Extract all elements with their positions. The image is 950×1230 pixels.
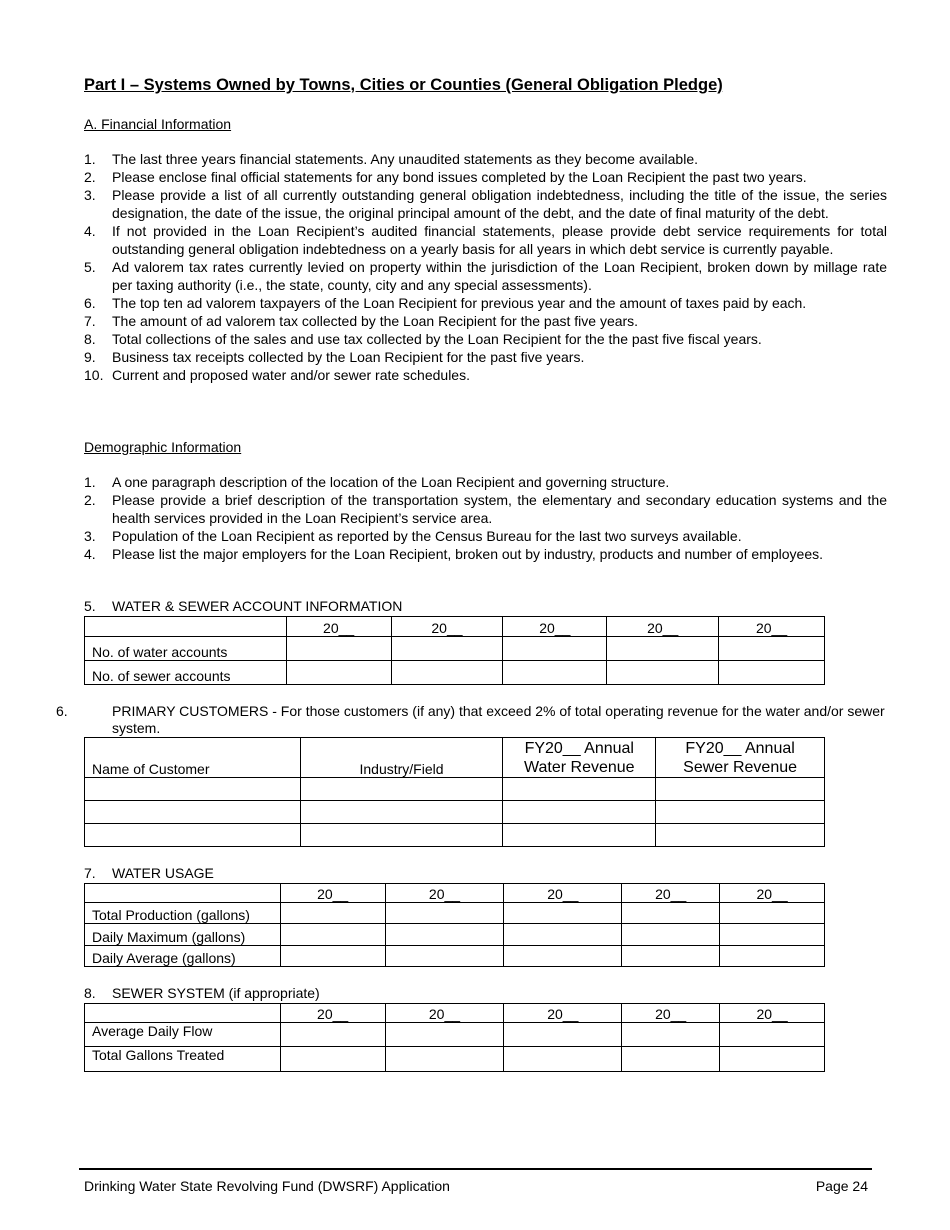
entry-cell[interactable]	[280, 946, 385, 967]
year-header: 20__	[391, 617, 503, 637]
row-label: No. of water accounts	[85, 637, 287, 661]
entry-cell[interactable]	[504, 903, 622, 924]
list-item: 7. The amount of ad valorem tax collected by the Loan Recipient for the past five years.	[84, 313, 639, 329]
entry-cell[interactable]	[85, 778, 301, 801]
entry-cell[interactable]	[504, 1023, 622, 1047]
table-cell	[85, 884, 281, 903]
table-row	[85, 661, 825, 685]
list-item: 4. If not provided in the Loan Recipient’s audited financial statements, please provide debt service requirements for total outstanding general obligation indebtedness on a yearly basis for all years in which debt service is currently payable.	[84, 223, 887, 257]
customers-heading: 6. PRIMARY CUSTOMERS - For those customers (if any) that exceed 2% of total operating revenue for the water and/or sewer system.	[56, 703, 885, 736]
usage-heading: 7. WATER USAGE	[84, 865, 214, 881]
row-label: Daily Average (gallons)	[85, 946, 281, 967]
year-header: 20__	[385, 1004, 504, 1023]
accounts-heading: 5. WATER & SEWER ACCOUNT INFORMATION	[84, 598, 403, 614]
entry-cell[interactable]	[286, 661, 391, 685]
sewer-table	[84, 1003, 825, 1072]
year-header: 20__	[286, 617, 391, 637]
entry-cell[interactable]	[720, 1023, 825, 1047]
entry-cell[interactable]	[656, 778, 825, 801]
entry-cell[interactable]	[385, 1023, 504, 1047]
column-header: FY20__ Annual Sewer Revenue	[656, 738, 825, 778]
entry-cell[interactable]	[85, 801, 301, 824]
row-label: Total Gallons Treated	[85, 1047, 281, 1072]
year-header: 20__	[607, 617, 719, 637]
entry-cell[interactable]	[503, 824, 656, 847]
row-label: Total Production (gallons)	[85, 903, 281, 924]
entry-cell[interactable]	[300, 824, 503, 847]
financial-heading: A. Financial Information	[84, 116, 232, 132]
table-row	[85, 924, 825, 946]
entry-cell[interactable]	[720, 1047, 825, 1072]
entry-cell[interactable]	[720, 924, 825, 946]
list-item: 6. The top ten ad valorem taxpayers of the Loan Recipient for previous year and the amount of taxes paid by each.	[84, 295, 807, 311]
entry-cell[interactable]	[720, 946, 825, 967]
table-row	[85, 824, 825, 847]
entry-cell[interactable]	[391, 637, 503, 661]
entry-cell[interactable]	[622, 903, 720, 924]
entry-cell[interactable]	[504, 924, 622, 946]
table-cell	[85, 617, 287, 637]
table-row	[85, 637, 825, 661]
entry-cell[interactable]	[503, 637, 607, 661]
year-header: 20__	[503, 617, 607, 637]
table-header-row	[85, 1004, 825, 1023]
entry-cell[interactable]	[719, 661, 825, 685]
list-item: 1. A one paragraph description of the location of the Loan Recipient and governing structure.	[84, 474, 670, 490]
row-label: No. of sewer accounts	[85, 661, 287, 685]
entry-cell[interactable]	[607, 661, 719, 685]
entry-cell[interactable]	[385, 1047, 504, 1072]
entry-cell[interactable]	[656, 801, 825, 824]
year-header: 20__	[622, 884, 720, 903]
table-header-row	[85, 617, 825, 637]
accounts-table	[84, 616, 825, 685]
demographic-list	[84, 473, 887, 563]
entry-cell[interactable]	[280, 1023, 385, 1047]
entry-cell[interactable]	[385, 946, 504, 967]
footer-title: Drinking Water State Revolving Fund (DWSRF) Application	[84, 1178, 450, 1194]
year-header: 20__	[504, 1004, 622, 1023]
entry-cell[interactable]	[656, 824, 825, 847]
entry-cell[interactable]	[622, 946, 720, 967]
entry-cell[interactable]	[503, 778, 656, 801]
table-row	[85, 778, 825, 801]
table-header-row	[85, 738, 825, 778]
entry-cell[interactable]	[300, 778, 503, 801]
year-header: 20__	[280, 1004, 385, 1023]
year-header: 20__	[720, 1004, 825, 1023]
entry-cell[interactable]	[504, 946, 622, 967]
table-cell	[85, 1004, 281, 1023]
page-number: Page 24	[815, 1178, 868, 1194]
year-header: 20__	[719, 617, 825, 637]
year-header: 20__	[385, 884, 504, 903]
row-label: Daily Maximum (gallons)	[85, 924, 281, 946]
list-item: 8. Total collections of the sales and use tax collected by the Loan Recipient for the the past five fiscal years.	[84, 331, 762, 347]
entry-cell[interactable]	[385, 903, 504, 924]
list-item: 3. Please provide a list of all currently outstanding general obligation indebtedness, including the title of the issue, the series designation, the date of the issue, the original principal amount of the debt, and the date of final maturity of the debt.	[84, 187, 887, 221]
entry-cell[interactable]	[280, 924, 385, 946]
table-row	[85, 1047, 825, 1072]
year-header: 20__	[504, 884, 622, 903]
row-label: Average Daily Flow	[85, 1023, 281, 1047]
year-header: 20__	[720, 884, 825, 903]
column-header: Name of Customer	[85, 738, 301, 778]
list-item: 4. Please list the major employers for the Loan Recipient, broken out by industry, products and number of employees.	[84, 546, 824, 562]
entry-cell[interactable]	[503, 661, 607, 685]
list-item: 2. Please provide a brief description of the transportation system, the elementary and secondary education systems and the health services provided in the Loan Recipient’s service area.	[84, 492, 887, 526]
entry-cell[interactable]	[622, 924, 720, 946]
table-row	[85, 801, 825, 824]
table-row	[85, 903, 825, 924]
list-item: 3. Population of the Loan Recipient as reported by the Census Bureau for the last two surveys available.	[84, 528, 742, 544]
entry-cell[interactable]	[607, 637, 719, 661]
list-item: 10. Current and proposed water and/or sewer rate schedules.	[84, 367, 470, 383]
entry-cell[interactable]	[280, 903, 385, 924]
entry-cell[interactable]	[622, 1047, 720, 1072]
entry-cell[interactable]	[85, 824, 301, 847]
year-header: 20__	[280, 884, 385, 903]
financial-list	[84, 150, 887, 384]
entry-cell[interactable]	[280, 1047, 385, 1072]
column-header: FY20__ Annual Water Revenue	[503, 738, 656, 778]
entry-cell[interactable]	[385, 924, 504, 946]
list-item: 2. Please enclose final official statements for any bond issues completed by the Loan Recipient the past two years.	[84, 169, 807, 185]
demographic-heading: Demographic Information	[84, 439, 242, 455]
column-header: Industry/Field	[300, 738, 503, 778]
entry-cell[interactable]	[503, 801, 656, 824]
entry-cell[interactable]	[720, 903, 825, 924]
page-title: Part I – Systems Owned by Towns, Cities or Counties (General Obligation Pledge)	[84, 76, 723, 94]
entry-cell[interactable]	[719, 637, 825, 661]
entry-cell[interactable]	[391, 661, 503, 685]
entry-cell[interactable]	[300, 801, 503, 824]
sewer-heading: 8. SEWER SYSTEM (if appropriate)	[84, 985, 320, 1001]
footer-divider	[79, 1168, 872, 1170]
table-row	[85, 1023, 825, 1047]
customers-table	[84, 737, 825, 847]
entry-cell[interactable]	[622, 1023, 720, 1047]
list-item: 9. Business tax receipts collected by the Loan Recipient for the past five years.	[84, 349, 585, 365]
table-row	[85, 946, 825, 967]
list-item: 5. Ad valorem tax rates currently levied on property within the jurisdiction of the Loan Recipient, broken down by millage rate per taxing authority (i.e., the state, county, city and any special assessments).	[84, 259, 887, 293]
list-item: 1. The last three years financial statements. Any unaudited statements as they become available.	[84, 151, 698, 167]
table-header-row	[85, 884, 825, 903]
usage-table	[84, 883, 825, 967]
year-header: 20__	[622, 1004, 720, 1023]
entry-cell[interactable]	[504, 1047, 622, 1072]
entry-cell[interactable]	[286, 637, 391, 661]
